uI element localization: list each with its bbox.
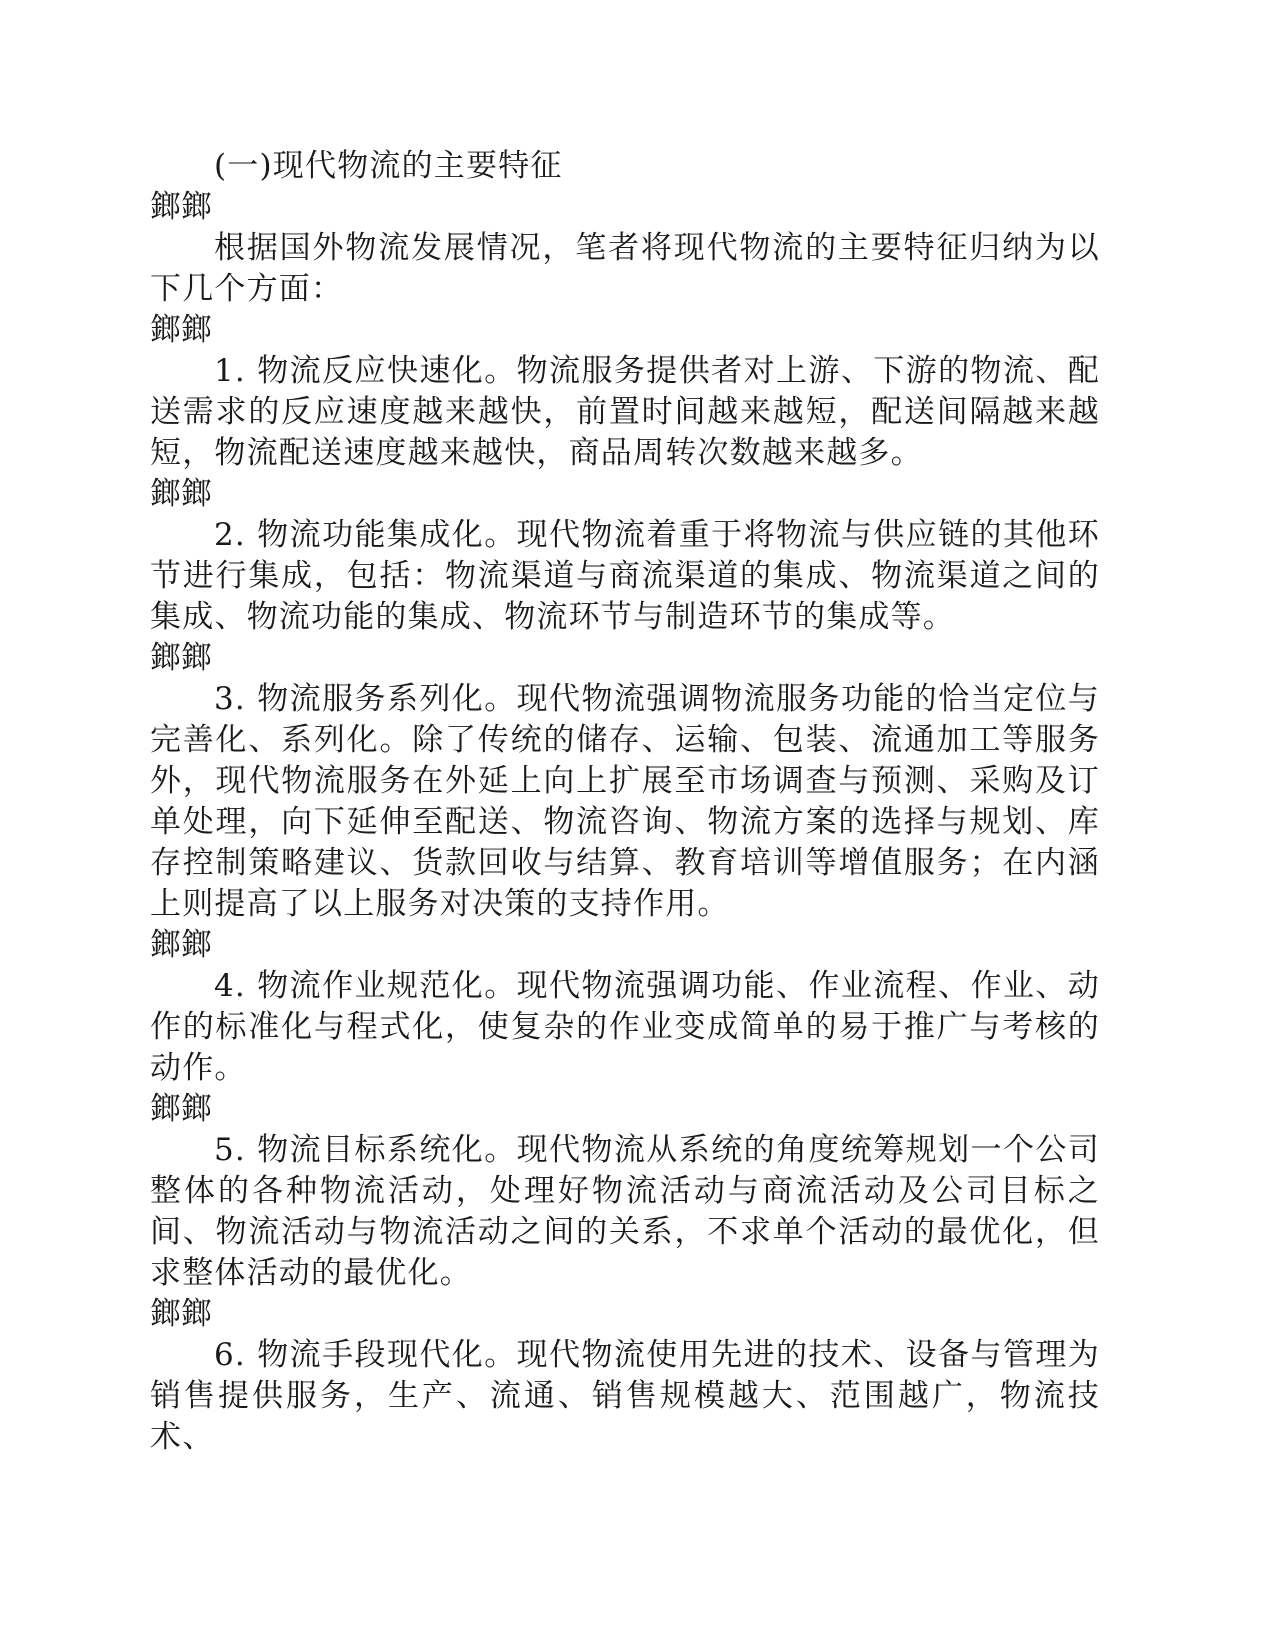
paragraph-item-3: 3. 物流服务系列化。现代物流强调物流服务功能的恰当定位与完善化、系列化。除了传统的储存、运输、包装、流通加工等服务外，现代物流服务在外延上向上扩展至市场调查与预测、采购及订单处理，向下延伸至配送、物流咨询、物流方案的选择与规划、库存控制策略建议、货款回收与结算、教育培训等增值服务；在内涵上则提高了以上服务对决策的支持作用。 (150, 681, 1100, 922)
paragraph-item-2: 2. 物流功能集成化。现代物流着重于将物流与供应链的其他环节进行集成，包括：物流渠道与商流渠道的集成、物流渠道之间的集成、物流功能的集成、物流环节与制造环节的集成等。 (150, 517, 1100, 635)
filler-line: 鎯鎯 (150, 1091, 212, 1127)
filler-line: 鎯鎯 (150, 1296, 212, 1332)
paragraph-item-5: 5. 物流目标系统化。现代物流从系统的角度统筹规划一个公司整体的各种物流活动，处理好物流活动与商流活动及公司目标之间、物流活动与物流活动之间的关系，不求单个活动的最优化，但求整体活动的最优化。 (150, 1132, 1100, 1291)
filler-line: 鎯鎯 (150, 312, 212, 348)
section-heading: (一)现代物流的主要特征 (214, 148, 563, 184)
paragraph-intro: 根据国外物流发展情况，笔者将现代物流的主要特征归纳为以下几个方面： (150, 230, 1100, 307)
paragraph-item-6: 6. 物流手段现代化。现代物流使用先进的技术、设备与管理为销售提供服务，生产、流通、销售规模越大、范围越广，物流技术、 (150, 1337, 1100, 1455)
document-body (150, 146, 1100, 1458)
filler-line: 鎯鎯 (150, 476, 212, 512)
paragraph-item-1: 1. 物流反应快速化。物流服务提供者对上游、下游的物流、配送需求的反应速度越来越快，前置时间越来越短，配送间隔越来越短，物流配送速度越来越快，商品周转次数越来越多。 (150, 353, 1100, 471)
paragraph-item-4: 4. 物流作业规范化。现代物流强调功能、作业流程、作业、动作的标准化与程式化，使复杂的作业变成简单的易于推广与考核的动作。 (150, 968, 1100, 1086)
filler-line: 鎯鎯 (150, 927, 212, 963)
filler-line: 鎯鎯 (150, 189, 212, 225)
filler-line: 鎯鎯 (150, 640, 212, 676)
